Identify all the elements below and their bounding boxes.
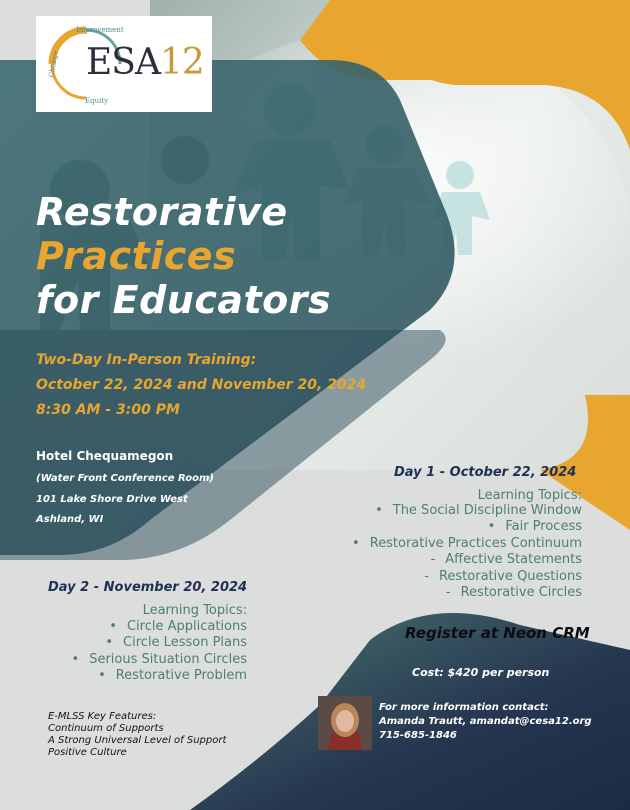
emlss-item: Positive Culture [48, 747, 127, 758]
bullet-icon: • [105, 635, 114, 650]
day1-topics-label: Learning Topics: [477, 488, 582, 503]
logo-word-improvement: Improvement [76, 26, 124, 34]
contact-phone: 715-685-1846 [379, 730, 457, 741]
venue-name: Hotel Chequamegon [36, 449, 174, 463]
day1-topic [431, 552, 582, 567]
logo-name: ESA [86, 42, 160, 83]
day1-topic-text: Restorative Circles [460, 585, 582, 600]
day2-topics-label: Learning Topics: [142, 603, 247, 618]
person-portrait-icon [318, 696, 372, 750]
day2-title: Day 2 - November 20, 2024 [48, 580, 248, 595]
dash-icon: - [430, 552, 436, 567]
day1-topic-text: Restorative Practices Continuum [369, 536, 582, 551]
day2-topic-text: Serious Situation Circles [89, 652, 247, 667]
bullet-icon: • [109, 619, 117, 634]
day2-topic [105, 635, 247, 650]
day1-topic-text: The Social Discipline Window [392, 503, 582, 518]
logo-word-equity: Equity [85, 97, 109, 105]
day1-topic-text: Restorative Questions [438, 569, 582, 584]
day1-topic [375, 503, 582, 518]
bullet-icon: • [71, 652, 80, 667]
bullet-icon: • [375, 503, 383, 518]
day1-topic-text: Affective Statements [445, 552, 582, 567]
day2-topic [98, 668, 247, 683]
title-line-1: Restorative [36, 190, 288, 234]
bullet-icon: • [487, 519, 496, 534]
day1-topic [488, 519, 582, 534]
logo-word-change: Change [47, 49, 60, 79]
cost-text: Cost: $420 per person [412, 666, 550, 679]
logo-number: 12 [159, 42, 204, 83]
dash-icon: - [424, 569, 429, 584]
day2-topic-text: Restorative Problem [115, 668, 247, 683]
day1-topic-text: Fair Process [505, 519, 582, 534]
venue-room: (Water Front Conference Room) [36, 473, 214, 484]
title-line-3: for Educators [36, 278, 332, 322]
contact-block [379, 701, 592, 743]
title-line-2: Practices [36, 234, 237, 278]
emlss-item: A Strong Universal Level of Support [48, 735, 227, 746]
day2-topic-text: Circle Lesson Plans [123, 635, 247, 650]
training-type: Two-Day In-Person Training: [36, 352, 257, 368]
dash-icon: - [445, 585, 451, 600]
emlss-features [48, 711, 226, 759]
bullet-icon: • [98, 668, 106, 683]
contact-photo [318, 696, 372, 750]
training-dates: October 22, 2024 and November 20, 2024 [36, 377, 367, 393]
venue-city: Ashland, WI [36, 514, 104, 525]
day2-topic [72, 652, 247, 667]
day1-title: Day 1 - October 22, 2024 [394, 465, 577, 480]
day1-topic [446, 585, 582, 600]
training-time: 8:30 AM - 3:00 PM [36, 402, 180, 418]
logo-wordmark [86, 42, 204, 83]
register-link[interactable]: Register at Neon CRM [405, 624, 590, 642]
day1-topic [352, 536, 582, 551]
day2-topic [109, 619, 247, 634]
contact-name-email[interactable]: Amanda Trautt, amandat@cesa12.org [379, 716, 592, 727]
day2-topic-text: Circle Applications [126, 619, 247, 634]
emlss-item: Continuum of Supports [48, 723, 164, 734]
emlss-heading: E-MLSS Key Features: [48, 711, 157, 722]
venue-street: 101 Lake Shore Drive West [36, 494, 188, 505]
day1-topic [424, 569, 582, 584]
bullet-icon: • [352, 536, 360, 551]
contact-heading: For more information contact: [379, 702, 549, 713]
